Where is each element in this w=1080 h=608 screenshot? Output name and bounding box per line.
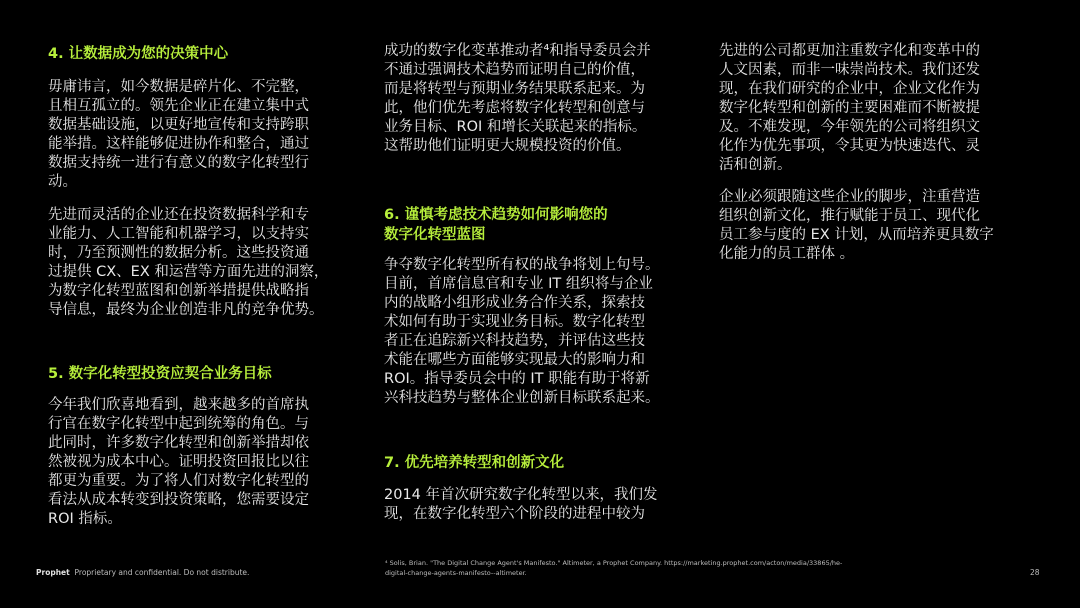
section-4-heading: 4. 让数据成为您的决策中心 [48, 46, 229, 62]
page-number: 28 [1030, 568, 1040, 577]
footnote: ⁴ Solis, Brian. "The Digital Change Agent's Manifesto." Altimeter, a Prophet Company. https://marketing.prophet.com/acton/media/33865/he- digital-change-agents-manifesto--altimeter. [385, 559, 843, 577]
section-4-paragraph-1: 毋庸讳言，如今数据是碎片化、不完整， 且相互孤立的。领先企业正在建立集中式 数据基础设施，以更好地宣传和支持跨职 能举措。这样能够促进协作和整合，通过 数据支持统一进行有意义的数字化转型行 动。 [48, 79, 309, 190]
section-7-heading: 7. 优先培养转型和创新文化 [384, 455, 565, 471]
section-7-continuation-paragraph: 先进的公司都更加注重数字化和变革中的 人文因素，而非一味崇尚技术。我们还发 现，在我们研究的企业中，企业文化作为 数字化转型和创新的主要困难而不断被提 及。不难发现，今年领先的公司将组织文 化作为优先事项，令其更为快速迭代、灵 活和创新。 [719, 43, 980, 173]
section-5-continuation-paragraph: 成功的数字化变革推动者⁴和指导委员会并 不通过强调技术趋势而证明自己的价值， 而是将转型与预期业务结果联系起来。为 此，他们优先考虑将数字化转型和创意与 业务目标、ROI 和增长关联起来的指标。 这帮助他们证明更大规模投资的价值。 [384, 43, 651, 154]
section-5-heading: 5. 数字化转型投资应契合业务目标 [48, 366, 272, 382]
brand-name: Prophet [36, 568, 70, 577]
section-7-paragraph: 2014 年首次研究数字化转型以来，我们发 现，在数字化转型六个阶段的进程中较为 [384, 487, 658, 522]
section-4-paragraph-2: 先进而灵活的企业还在投资数据科学和专 业能力、人工智能和机器学习，以支持实 时，乃至预测性的数据分析。这些投资通 过提供 CX、EX 和运营等方面先进的洞察， 为数字化转型蓝图和创新举措提供战略指 导信息，最终为企业创造非凡的竞争优势。 [48, 207, 329, 318]
section-6-paragraph: 争夺数字化转型所有权的战争将划上句号。 目前，首席信息官和专业 IT 组织将与企业 内的战略小组形成业务合作关系，探索技 术如何有助于实现业务目标。数字化转型 者正在追踪新兴科技趋势，并评估这些技 术能在哪些方面能够实现最大的影响力和 ROI。指导委员会中的 IT 职能有助于将新 兴科技趋势与整体企业创新目标联系起来。 [384, 257, 660, 406]
confidential-notice: Proprietary and confidential. Do not distribute. [74, 568, 250, 577]
footer-brand [36, 568, 249, 577]
section-6-heading: 6. 谨慎考虑技术趋势如何影响您的 数字化转型蓝图 [384, 207, 608, 243]
section-7-closing-paragraph: 企业必须跟随这些企业的脚步，注重营造 组织创新文化，推行赋能于员工、现代化 员工参与度的 EX 计划，从而培养更具数字 化能力的员工群体 。 [719, 189, 994, 262]
section-5-paragraph: 今年我们欣喜地看到，越来越多的首席执 行官在数字化转型中起到统筹的角色。与 此同时，许多数字化转型和创新举措却依 然被视为成本中心。证明投资回报比以往 都更为重要。为了将人们对数字化转型的 看法从成本转变到投资策略，您需要设定 ROI 指标。 [48, 397, 309, 527]
